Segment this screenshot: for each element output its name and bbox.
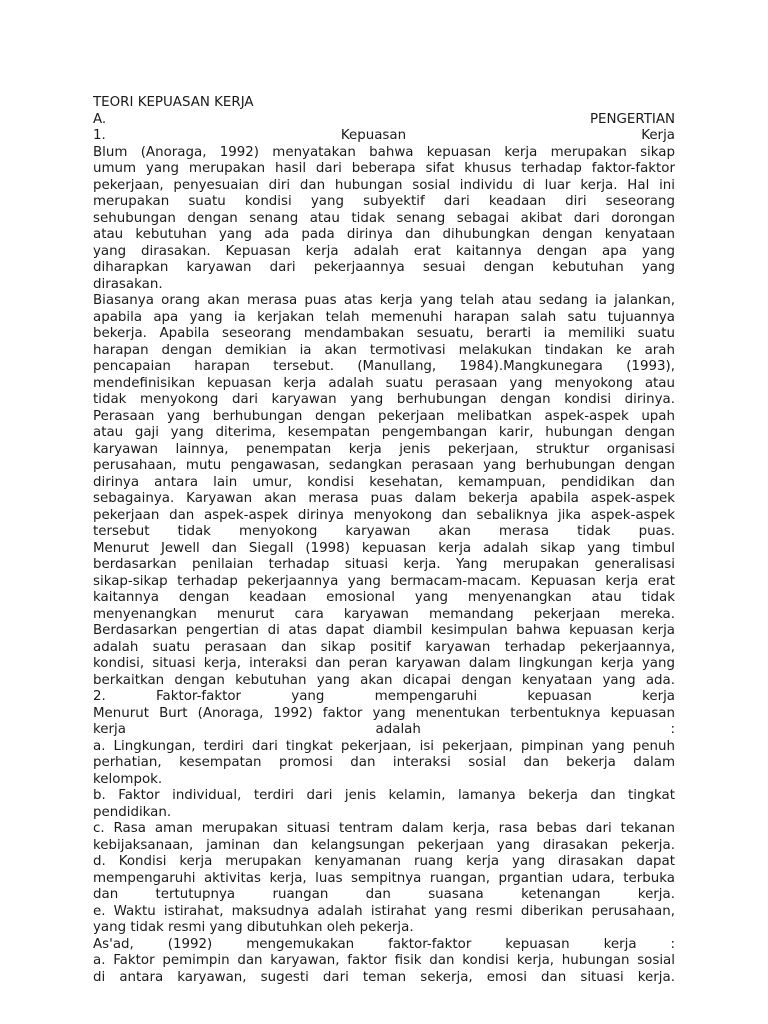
- text-line: merupakan suatu kondisi yang subyektif dari keadaan diri seseorang: [93, 194, 675, 209]
- text-line: b. Faktor individual, terdiri dari jenis kelamin, lamanya bekerja dan tingkat: [93, 788, 675, 803]
- text-line: pekerjaan dan aspek-aspek dirinya menyokong dan sebaliknya jika aspek-aspek: [93, 507, 675, 523]
- text-line: atau kebutuhan yang ada pada dirinya dan dihubungkan dengan kenyataan: [93, 227, 675, 242]
- text-line: Berdasarkan pengertian di atas dapat diambil kesimpulan bahwa kepuasan kerja: [93, 623, 675, 638]
- subsection-heading: 1. Kepuasan Kerja: [93, 128, 675, 143]
- text-line: pekerjaan, penyesuaian diri dan hubungan sosial individu di luar kerja. Hal ini: [93, 177, 675, 193]
- text-line: e. Waktu istirahat, maksudnya adalah istirahat yang resmi diberikan perusahaan,: [93, 903, 675, 919]
- text-line: dirinya antara lain umur, kondisi kesehatan, kemampuan, pendidikan dan: [93, 474, 675, 490]
- text-line: d. Kondisi kerja merupakan kenyamanan ruang kerja yang dirasakan dapat: [93, 854, 675, 869]
- text-line: Biasanya orang akan merasa puas atas kerja yang telah atau sedang ia jalankan,: [93, 293, 675, 308]
- text-line: tidak menyokong dari karyawan yang berhubungan dengan kondisi dirinya.: [93, 392, 675, 407]
- text-line: sebagainya. Karyawan akan merasa puas dalam bekerja apabila aspek-aspek: [93, 491, 675, 506]
- section-heading: A. PENGERTIAN: [93, 111, 675, 127]
- text-line: sehubungan dengan senang atau tidak senang sebagai akibat dari dorongan: [93, 210, 675, 226]
- text-line: berdasarkan penilaian terhadap situasi kerja. Yang merupakan generalisasi: [93, 557, 675, 572]
- text-line: bekerja. Apabila seseorang mendambakan sesuatu, berarti ia memiliki suatu: [93, 326, 675, 341]
- text-line: kaitannya dengan keadaan emosional yang menyenangkan atau tidak: [93, 590, 675, 605]
- text-line: a. Faktor pemimpin dan karyawan, faktor fisik dan kondisi kerja, hubungan sosial: [93, 953, 675, 968]
- text-line: Blum (Anoraga, 1992) menyatakan bahwa kepuasan kerja merupakan sikap: [93, 144, 675, 160]
- document-title: TEORI KEPUASAN KERJA: [93, 95, 254, 110]
- text-line: adalah suatu perasaan dan sikap positif karyawan terhadap pekerjaannya,: [93, 639, 675, 655]
- text-line: dirasakan.: [93, 276, 163, 292]
- text-line: kelompok.: [93, 771, 163, 787]
- text-line: perusahaan, mutu pengawasan, sedangkan perasaan yang berhubungan dengan: [93, 458, 675, 473]
- text-line: Perasaan yang berhubungan dengan pekerjaan melibatkan aspek-aspek upah: [93, 408, 675, 424]
- text-line: mendefinisikan kepuasan kerja adalah suatu perasaan yang menyokong atau: [93, 375, 675, 391]
- text-line: berkaitkan dengan kebutuhan yang akan dicapai dengan kenyataan yang ada.: [93, 672, 675, 688]
- text-line: kondisi, situasi kerja, interaksi dan peran karyawan dalam lingkungan kerja yang: [93, 656, 675, 671]
- text-line: karyawan lainnya, penempatan kerja jenis pekerjaan, struktur organisasi: [93, 441, 675, 457]
- text-line: harapan dengan demikian ia akan termotivasi melakukan tindakan ke arah: [93, 342, 675, 358]
- text-line: a. Lingkungan, terdiri dari tingkat pekerjaan, isi pekerjaan, pimpinan yang penuh: [93, 738, 675, 754]
- text-line: apabila apa yang ia kerjakan telah memenuhi harapan salah satu tujuannya: [93, 309, 675, 325]
- text-line: umum yang merupakan hasil dari beberapa sifat khusus terhadap faktor-faktor: [93, 161, 675, 176]
- text-line: perhatian, kesempatan promosi dan interaksi sosial dan bekerja dalam: [93, 755, 675, 770]
- text-line: yang tidak resmi yang dibutuhkan oleh pekerja.: [93, 920, 414, 935]
- text-line: pencapaian harapan tersebut. (Manullang, 1984).Mangkunegara (1993),: [93, 359, 675, 374]
- text-line: tersebut tidak menyokong karyawan akan merasa tidak puas.: [93, 524, 675, 539]
- text-line: dan tertutupnya ruangan dan suasana ketenangan kerja.: [93, 887, 675, 902]
- text-line: menyenangkan menurut cara karyawan memandang pekerjaan mereka.: [93, 606, 675, 622]
- text-line: di antara karyawan, sugesti dari teman sekerja, emosi dan situasi kerja.: [93, 969, 675, 985]
- document-page: [93, 95, 675, 986]
- text-line: Menurut Jewell dan Siegall (1998) kepuasan kerja adalah sikap yang timbul: [93, 540, 675, 556]
- text-line: Menurut Burt (Anoraga, 1992) faktor yang menentukan terbentuknya kepuasan: [93, 705, 675, 721]
- text-line: kerja adalah :: [93, 722, 675, 737]
- text-line: kebijaksanaan, jaminan dan kelangsungan pekerjaan yang dirasakan pekerja.: [93, 837, 675, 853]
- text-line: pendidikan.: [93, 804, 172, 820]
- text-line: sikap-sikap terhadap pekerjaannya yang bermacam-macam. Kepuasan kerja erat: [93, 573, 675, 589]
- text-line: yang dirasakan. Kepuasan kerja adalah erat kaitannya dengan apa yang: [93, 243, 675, 259]
- text-line: atau gaji yang diterima, kesempatan pengembangan karir, hubungan dengan: [93, 425, 675, 440]
- text-line: mempengaruhi aktivitas kerja, luas sempitnya ruangan, prgantian udara, terbuka: [93, 870, 675, 886]
- text-line: c. Rasa aman merupakan situasi tentram dalam kerja, rasa bebas dari tekanan: [93, 821, 675, 836]
- text-line: diharapkan karyawan dari pekerjaannya sesuai dengan kebutuhan yang: [93, 260, 675, 275]
- text-line: As'ad, (1992) mengemukakan faktor-faktor kepuasan kerja :: [93, 936, 675, 952]
- subsection-heading: 2. Faktor-faktor yang mempengaruhi kepuasan kerja: [93, 689, 675, 704]
